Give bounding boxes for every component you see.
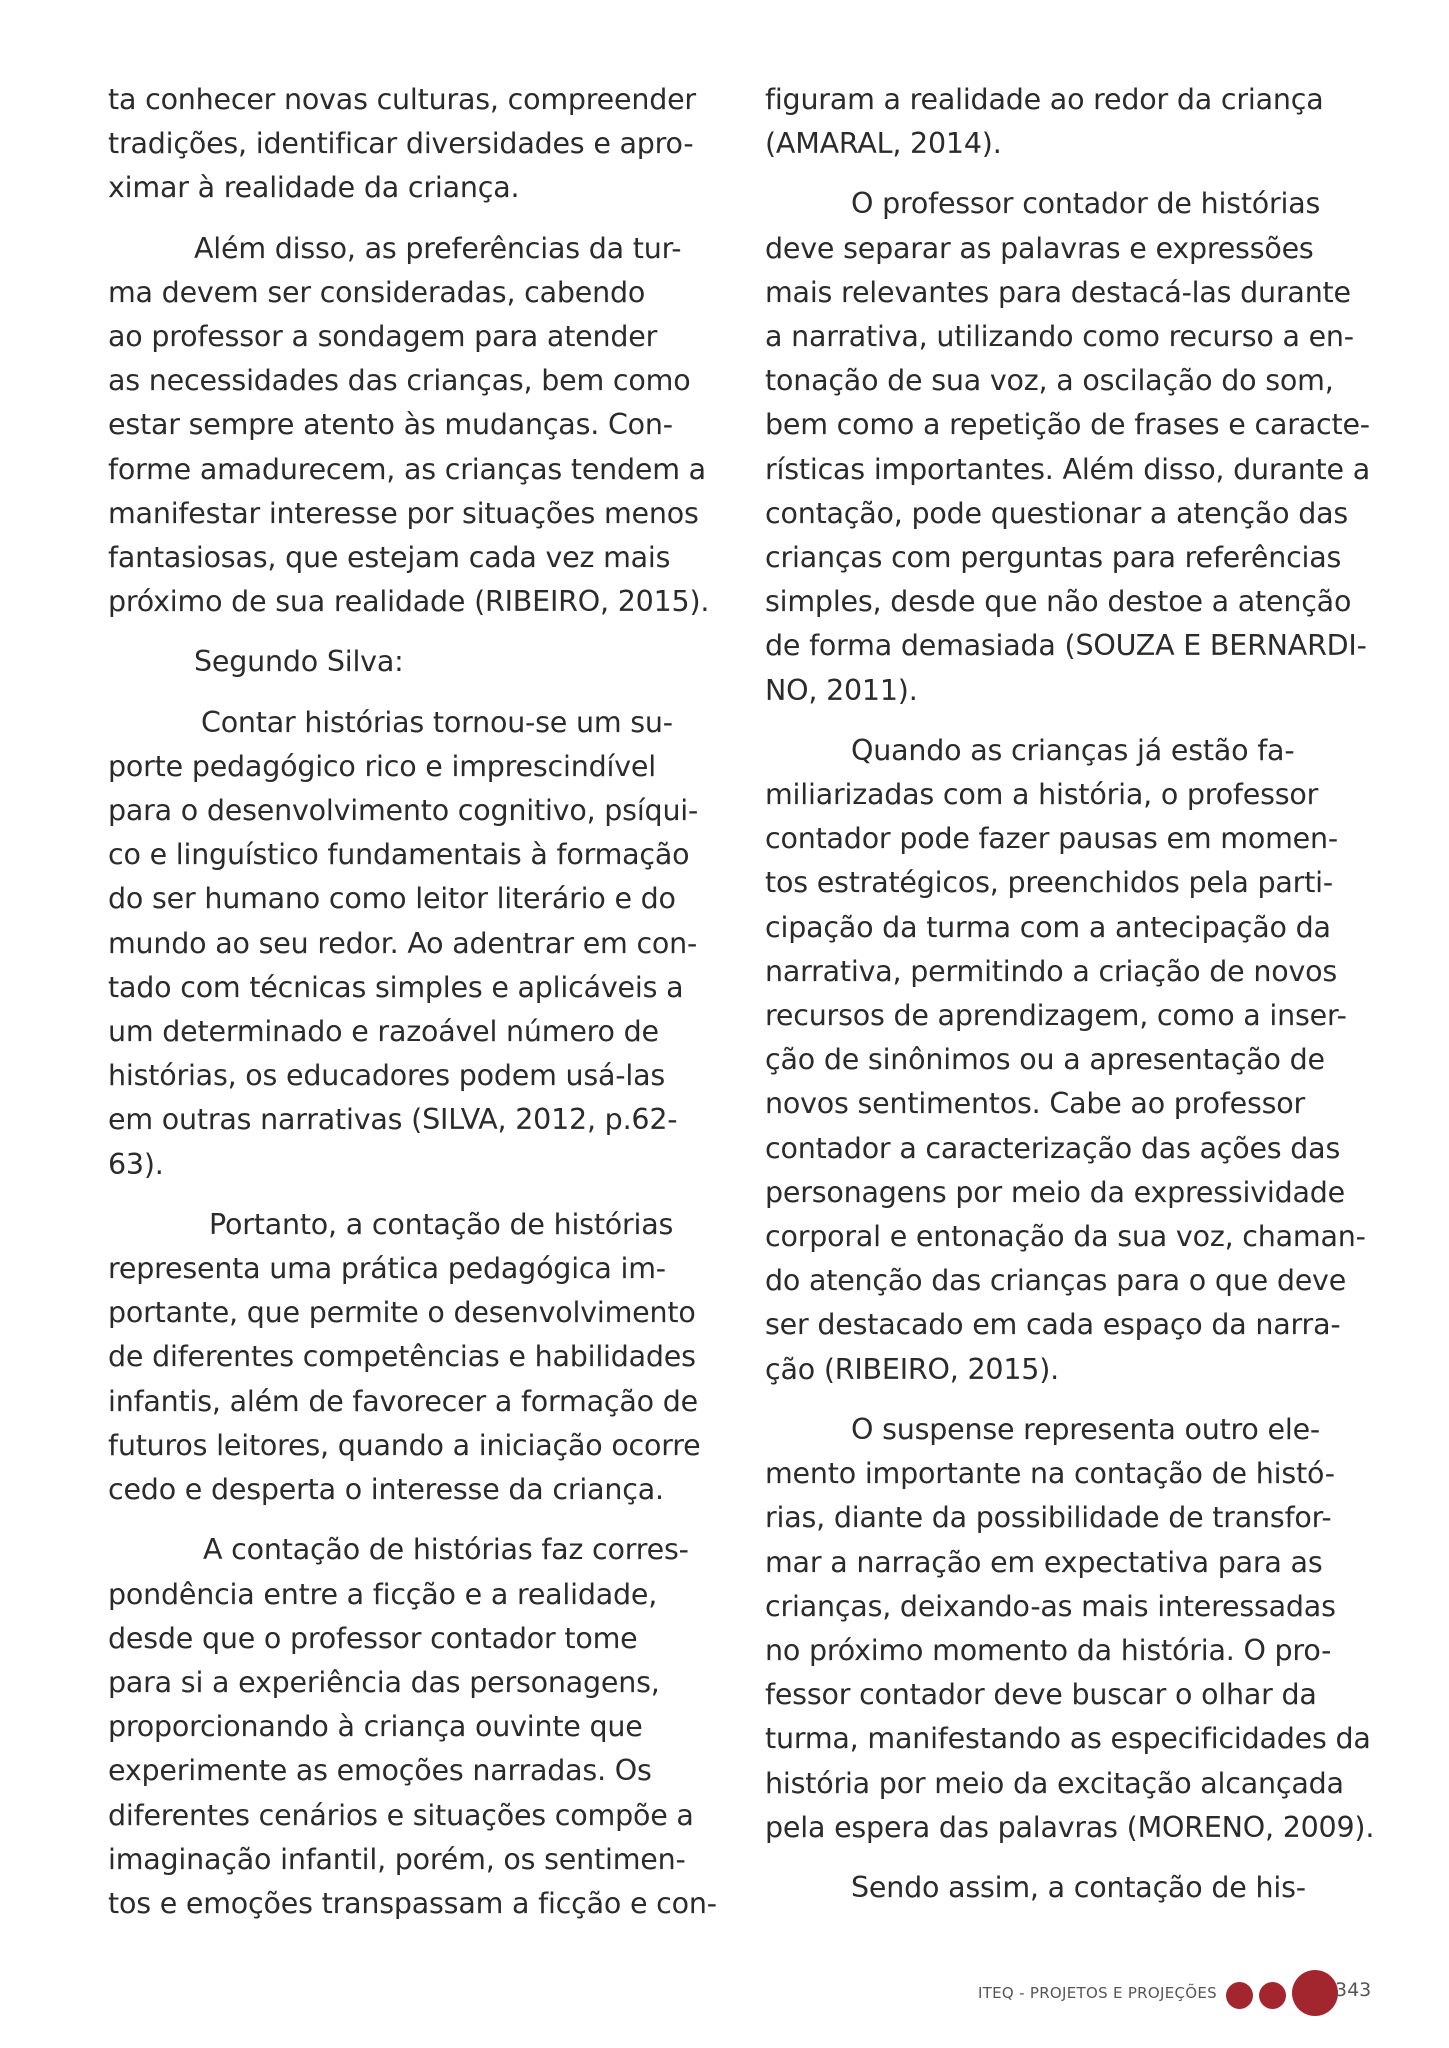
paragraph-left-2 [108, 227, 728, 625]
text-line: imaginação infantil, porém, os sentimen- [108, 1842, 686, 1876]
text-line: tos estratégicos, preenchidos pela parti- [765, 866, 1333, 900]
paragraph-left-5 [108, 1528, 728, 1926]
text-line: mar a narração em expectativa para as [765, 1545, 1323, 1579]
text-line: Quando as crianças já estão fa- [851, 733, 1295, 767]
text-line: co e linguístico fundamentais à formação [108, 838, 690, 872]
decorative-dot-icon [1259, 1982, 1286, 2009]
text-line: tradições, identificar diversidades e apro- [108, 127, 694, 161]
paragraph-gap [108, 1187, 728, 1203]
text-line: ximar à realidade da criança. [108, 171, 520, 205]
text-line: estar sempre atento às mudanças. Con- [108, 408, 673, 442]
text-line: turma, manifestando as especificidades da [765, 1722, 1371, 1756]
paragraph-right-2 [765, 182, 1370, 712]
text-line: as necessidades das crianças, bem como [108, 364, 691, 398]
text-line: cedo e desperta o interesse da criança. [108, 1473, 664, 1507]
footer-publication-label: ITEQ - PROJETOS E PROJEÇÕES [977, 1984, 1217, 2002]
text-line: Segundo Silva: [194, 645, 404, 679]
text-line: mento importante na contação de histó- [765, 1457, 1335, 1491]
text-line: experimente as emoções narradas. Os [108, 1754, 652, 1788]
text-line: Além disso, as preferências da tur- [194, 231, 682, 265]
paragraph-right-3 [765, 729, 1365, 1392]
text-line: manifestar interesse por situações menos [108, 496, 699, 530]
left-column [108, 78, 728, 1926]
text-line: ta conhecer novas culturas, compreender [108, 83, 696, 116]
paragraph-left-3 [108, 640, 728, 684]
text-line: O suspense representa outro ele- [851, 1412, 1320, 1446]
text-line: (AMARAL, 2014). [765, 127, 1002, 161]
paragraph-right-4 [765, 1408, 1375, 1850]
text-line: personagens por meio da expressividade [765, 1175, 1345, 1209]
text-line: ao professor a sondagem para atender [108, 320, 658, 354]
text-line: ção de sinônimos ou a apresentação de [765, 1043, 1325, 1077]
text-line: fessor contador deve buscar o olhar da [765, 1678, 1317, 1712]
text-line: O professor contador de histórias [851, 187, 1321, 221]
text-line: contador a caracterização das ações das [765, 1131, 1341, 1165]
text-line: figuram a realidade ao redor da criança [765, 83, 1324, 116]
text-line: um determinado e razoável número de [108, 1015, 659, 1049]
text-line: histórias, os educadores podem usá-las [108, 1059, 666, 1093]
block-quote [108, 701, 728, 1187]
text-line: bem como a repetição de frases e caracte- [765, 408, 1370, 442]
text-line: simples, desde que não destoe a atenção [765, 585, 1352, 619]
text-line: de forma demasiada (SOUZA E BERNARDI- [765, 629, 1367, 663]
text-line: mundo ao seu redor. Ao adentrar em con- [108, 926, 698, 960]
text-line: miliarizadas com a história, o professor [765, 778, 1319, 812]
text-line: Contar histórias tornou-se um su- [201, 705, 673, 739]
text-line: ser destacado em cada espaço da narra- [765, 1308, 1341, 1342]
text-line: de diferentes competências e habilidades [108, 1340, 696, 1374]
text-line: crianças com perguntas para referências [765, 541, 1342, 575]
text-line: do atenção das crianças para o que deve [765, 1264, 1347, 1298]
paragraph-gap [765, 713, 1365, 729]
text-line: fantasiosas, que estejam cada vez mais [108, 541, 671, 575]
paragraph-left-1 [108, 78, 728, 211]
text-line: corporal e entonação da sua voz, chaman- [765, 1220, 1366, 1254]
text-line: ção (RIBEIRO, 2015). [765, 1352, 1059, 1386]
page-footer [0, 1962, 1449, 2022]
text-line: rias, diante da possibilidade de transfor- [765, 1501, 1332, 1535]
text-line: NO, 2011). [765, 673, 918, 707]
decorative-dot-icon [1292, 1970, 1338, 2016]
text-line: pela espera das palavras (MORENO, 2009). [765, 1810, 1375, 1844]
paragraph-gap [108, 624, 728, 640]
text-line: infantis, além de favorecer a formação de [108, 1384, 698, 1418]
text-line: A contação de histórias faz corres- [203, 1533, 689, 1567]
text-line: portante, que permite o desenvolvimento [108, 1296, 696, 1330]
text-line: Portanto, a contação de histórias [209, 1207, 674, 1241]
text-line: no próximo momento da história. O pro- [765, 1633, 1332, 1667]
paragraph-gap [108, 1512, 728, 1528]
text-line: desde que o professor contador tome [108, 1621, 638, 1655]
paragraph-left-4 [108, 1203, 728, 1512]
text-line: representa uma prática pedagógica im- [108, 1252, 666, 1286]
paragraph-gap [108, 685, 728, 701]
text-line: tonação de sua voz, a oscilação do som, [765, 364, 1334, 398]
paragraph-right-1 [765, 78, 1365, 166]
text-line: diferentes cenários e situações compõe a [108, 1798, 694, 1832]
text-line: tos e emoções transpassam a ficção e con- [108, 1886, 717, 1920]
text-line: pondência entre a ficção e a realidade, [108, 1577, 658, 1611]
text-line: recursos de aprendizagem, como a inser- [765, 999, 1347, 1033]
text-line: ma devem ser consideradas, cabendo [108, 275, 646, 309]
paragraph-gap [765, 1392, 1365, 1408]
text-line: para si a experiência das personagens, [108, 1665, 660, 1699]
text-line: porte pedagógico rico e imprescindível [108, 749, 656, 783]
paragraph-gap [765, 166, 1365, 182]
text-line: tado com técnicas simples e aplicáveis a [108, 970, 684, 1004]
text-line: Sendo assim, a contação de his- [851, 1870, 1306, 1904]
text-line: rísticas importantes. Além disso, durante a [765, 452, 1370, 486]
text-line: 63). [108, 1147, 164, 1181]
decorative-dot-icon [1226, 1982, 1253, 2009]
text-line: a narrativa, utilizando como recurso a en- [765, 320, 1354, 354]
text-line: novos sentimentos. Cabe ao professor [765, 1087, 1306, 1121]
text-line: do ser humano como leitor literário e do [108, 882, 676, 916]
page-number: 343 [1335, 1979, 1372, 2001]
text-line: proporcionando à criança ouvinte que [108, 1710, 643, 1744]
paragraph-right-5 [765, 1866, 1365, 1910]
text-line: crianças, deixando-as mais interessadas [765, 1589, 1336, 1623]
text-line: cipação da turma com a antecipação da [765, 910, 1331, 944]
text-line: em outras narrativas (SILVA, 2012, p.62- [108, 1103, 678, 1137]
text-line: narrativa, permitindo a criação de novos [765, 954, 1337, 988]
text-line: forme amadurecem, as crianças tendem a [108, 452, 706, 486]
paragraph-gap [765, 1850, 1365, 1866]
text-line: deve separar as palavras e expressões [765, 231, 1314, 265]
text-line: mais relevantes para destacá-las durante [765, 275, 1351, 309]
text-line: próximo de sua realidade (RIBEIRO, 2015). [108, 585, 710, 619]
text-line: para o desenvolvimento cognitivo, psíqui- [108, 794, 699, 828]
text-line: futuros leitores, quando a iniciação ocorre [108, 1428, 701, 1462]
text-line: história por meio da excitação alcançada [765, 1766, 1344, 1800]
right-column [765, 78, 1375, 1910]
text-line: contação, pode questionar a atenção das [765, 496, 1349, 530]
text-line: contador pode fazer pausas em momen- [765, 822, 1338, 856]
paragraph-gap [108, 211, 728, 227]
